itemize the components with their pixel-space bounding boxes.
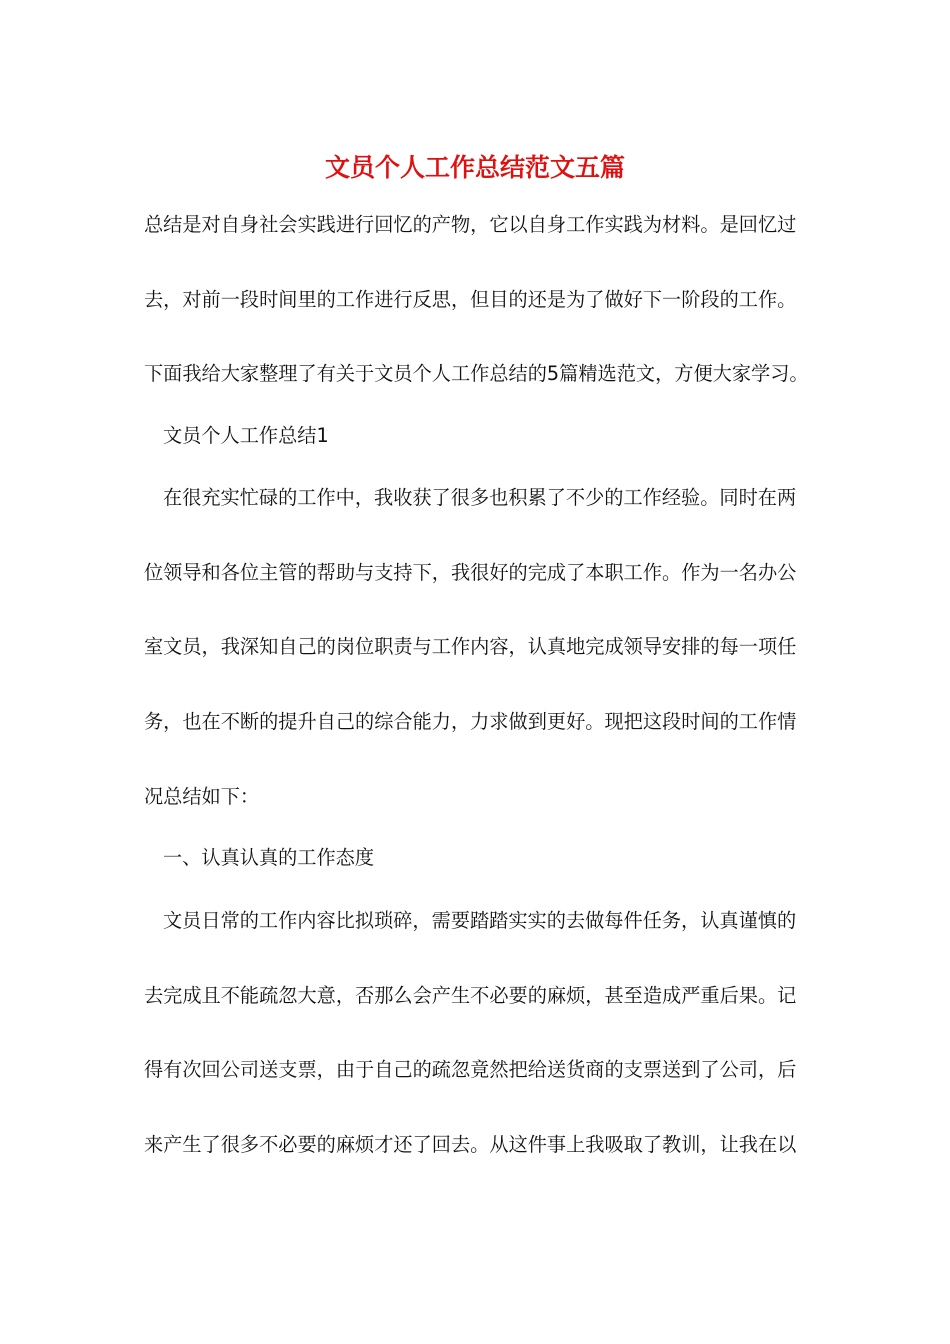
- section-heading: 一、认真认真的工作态度: [163, 846, 375, 869]
- paragraph-line: 况总结如下：: [144, 785, 260, 808]
- paragraph-line: 去完成且不能疏忽大意，否那么会产生不必要的麻烦，甚至造成严重后果。记: [144, 984, 797, 1007]
- paragraph-line: 文员日常的工作内容比拟琐碎，需要踏踏实实的去做每件任务，认真谨慎的: [163, 909, 797, 932]
- document-title: 文员个人工作总结范文五篇: [324, 153, 625, 182]
- paragraph-line: 总结是对自身社会实践进行回忆的产物，它以自身工作实践为材料。是回忆过: [144, 213, 797, 236]
- paragraph-line: 得有次回公司送支票，由于自己的疏忽竟然把给送货商的支票送到了公司，后: [144, 1058, 797, 1081]
- paragraph-line: 室文员，我深知自己的岗位职责与工作内容，认真地完成领导安排的每一项任: [144, 635, 797, 658]
- paragraph-line: 务，也在不断的提升自己的综合能力，力求做到更好。现把这段时间的工作情: [144, 710, 797, 733]
- paragraph-line: 下面我给大家整理了有关于文员个人工作总结的5篇精选范文，方便大家学习。: [144, 362, 809, 385]
- paragraph-line: 去，对前一段时间里的工作进行反思，但目的还是为了做好下一阶段的工作。: [144, 288, 797, 311]
- paragraph-line: 位领导和各位主管的帮助与支持下，我很好的完成了本职工作。作为一名办公: [144, 561, 797, 584]
- section-heading: 文员个人工作总结1: [163, 424, 329, 447]
- paragraph-line: 来产生了很多不必要的麻烦才还了回去。从这件事上我吸取了教训，让我在以: [144, 1133, 797, 1156]
- paragraph-line: 在很充实忙碌的工作中，我收获了很多也积累了不少的工作经验。同时在两: [163, 486, 797, 509]
